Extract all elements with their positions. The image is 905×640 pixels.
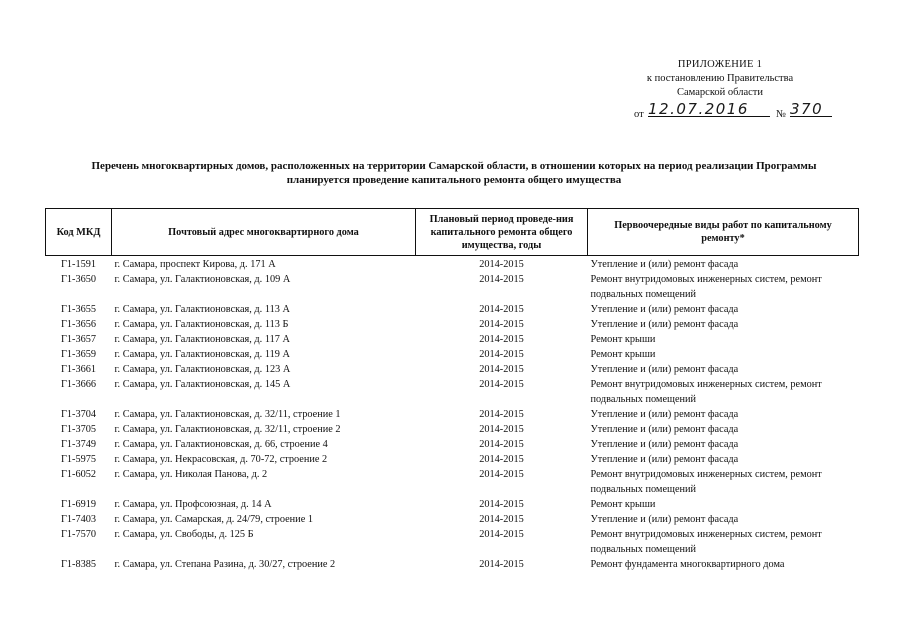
table-header — [46, 209, 859, 256]
address-cell: г. Самара, ул. Галактионовская, д. 113 А — [114, 304, 290, 315]
table-row — [46, 422, 859, 437]
address-cell: г. Самара, ул. Галактионовская, д. 119 А — [114, 349, 290, 360]
address-cell: г. Самара, ул. Галактионовская, д. 66, строение 4 — [114, 439, 328, 450]
mkd-code-cell: Г1-6919 — [60, 499, 97, 510]
address-cell: г. Самара, проспект Кирова, д. 171 А — [114, 259, 276, 270]
mkd-code-cell: Г1-7570 — [60, 529, 97, 540]
period-cell: 2014-2015 — [479, 334, 524, 345]
works-cell: Ремонт внутридомовых инженерных систем, ремонт подвальных помещений — [590, 529, 822, 555]
works-cell: Ремонт внутридомовых инженерных систем, ремонт подвальных помещений — [590, 469, 822, 495]
heading-line-2: планируется проведение капитального ремонта общего имущества — [286, 174, 622, 186]
works-cell: Ремонт крыши — [590, 349, 656, 360]
mkd-code-cell: Г1-3749 — [60, 439, 97, 450]
address-cell: г. Самара, ул. Галактионовская, д. 117 А — [114, 334, 290, 345]
address-cell: г. Самара, ул. Галактионовская, д. 32/11, строение 2 — [114, 424, 341, 435]
address-cell: г. Самара, ул. Степана Разина, д. 30/27, строение 2 — [114, 559, 336, 570]
works-cell: Утепление и (или) ремонт фасада — [590, 439, 739, 450]
works-cell: Ремонт крыши — [590, 334, 656, 345]
mkd-code-cell: Г1-3656 — [60, 319, 97, 330]
header-period: Плановый период проведе-ния капитального ремонта общего имущества, годы — [416, 209, 588, 256]
mkd-code-cell: Г1-7403 — [60, 514, 97, 525]
period-cell: 2014-2015 — [479, 529, 524, 540]
address-cell: г. Самара, ул. Галактионовская, д. 145 А — [114, 379, 291, 390]
address-cell: г. Самара, ул. Профсоюзная, д. 14 А — [114, 499, 272, 510]
table-row — [46, 332, 859, 347]
address-cell: г. Самара, ул. Некрасовская, д. 70-72, строение 2 — [114, 454, 328, 465]
works-cell: Утепление и (или) ремонт фасада — [590, 514, 739, 525]
table-row — [46, 377, 859, 407]
works-cell: Утепление и (или) ремонт фасада — [590, 319, 739, 330]
address-cell: г. Самара, ул. Галактионовская, д. 113 Б — [114, 319, 289, 330]
handwritten-date: 12.07.2016 — [648, 102, 770, 117]
period-cell: 2014-2015 — [479, 514, 524, 525]
table-row — [46, 256, 859, 273]
mkd-code-cell: Г1-1591 — [60, 259, 97, 270]
mkd-code-cell: Г1-3650 — [60, 274, 97, 285]
mkd-code-cell: Г1-6052 — [60, 469, 97, 480]
table-row — [46, 452, 859, 467]
header-code: Код МКД — [46, 209, 112, 256]
period-cell: 2014-2015 — [479, 499, 524, 510]
mkd-code-cell: Г1-5975 — [60, 454, 97, 465]
buildings-table — [45, 208, 859, 572]
period-cell: 2014-2015 — [479, 409, 524, 420]
address-cell: г. Самара, ул. Самарская, д. 24/79, строение 1 — [114, 514, 313, 525]
mkd-code-cell: Г1-3705 — [60, 424, 97, 435]
address-cell: г. Самара, ул. Николая Панова, д. 2 — [114, 469, 268, 480]
mkd-code-cell: Г1-3661 — [60, 364, 97, 375]
period-cell: 2014-2015 — [479, 559, 524, 570]
document-heading — [40, 159, 868, 187]
table-body — [46, 256, 859, 573]
works-cell: Утепление и (или) ремонт фасада — [590, 409, 739, 420]
mkd-code-cell: Г1-3666 — [60, 379, 97, 390]
table-row — [46, 497, 859, 512]
appendix-block — [600, 58, 840, 124]
table-row — [46, 512, 859, 527]
works-cell: Утепление и (или) ремонт фасада — [590, 304, 739, 315]
table-row — [46, 272, 859, 302]
period-cell: 2014-2015 — [479, 439, 524, 450]
table-row — [46, 362, 859, 377]
period-cell: 2014-2015 — [479, 424, 524, 435]
address-cell: г. Самара, ул. Галактионовская, д. 123 А — [114, 364, 291, 375]
period-cell: 2014-2015 — [479, 379, 524, 390]
period-cell: 2014-2015 — [479, 259, 524, 270]
period-cell: 2014-2015 — [479, 319, 524, 330]
table-row — [46, 557, 859, 572]
table-row — [46, 302, 859, 317]
appendix-line-2: Самарской области — [677, 87, 763, 98]
period-cell: 2014-2015 — [479, 364, 524, 375]
handwritten-number: 370 — [790, 102, 832, 117]
period-cell: 2014-2015 — [479, 469, 524, 480]
header-address: Почтовый адрес многоквартирного дома — [112, 209, 416, 256]
from-label: от — [634, 109, 644, 120]
mkd-code-cell: Г1-3659 — [60, 349, 97, 360]
works-cell: Утепление и (или) ремонт фасада — [590, 454, 739, 465]
mkd-code-cell: Г1-3704 — [60, 409, 97, 420]
works-cell: Ремонт крыши — [590, 499, 656, 510]
period-cell: 2014-2015 — [479, 349, 524, 360]
period-cell: 2014-2015 — [479, 454, 524, 465]
works-cell: Утепление и (или) ремонт фасада — [590, 364, 739, 375]
table-row — [46, 317, 859, 332]
works-cell: Ремонт фундамента многоквартирного дома — [590, 559, 785, 570]
number-label: № — [776, 109, 787, 120]
table-row — [46, 347, 859, 362]
table-row — [46, 467, 859, 497]
appendix-line-1: к постановлению Правительства — [646, 73, 794, 84]
decree-reference — [600, 102, 840, 124]
mkd-code-cell: Г1-3655 — [60, 304, 97, 315]
works-cell: Ремонт внутридомовых инженерных систем, ремонт подвальных помещений — [590, 274, 822, 300]
period-cell: 2014-2015 — [479, 304, 524, 315]
period-cell: 2014-2015 — [479, 274, 524, 285]
heading-line-1: Перечень многоквартирных домов, расположенных на территории Самарской области, в отношении которых на период реализации Программы — [91, 160, 817, 172]
header-works: Первоочередные виды работ по капитальному ремонту* — [588, 209, 859, 256]
works-cell: Утепление и (или) ремонт фасада — [590, 259, 739, 270]
table-row — [46, 437, 859, 452]
works-cell: Утепление и (или) ремонт фасада — [590, 424, 739, 435]
appendix-title: ПРИЛОЖЕНИЕ 1 — [677, 59, 763, 70]
table-row — [46, 527, 859, 557]
mkd-code-cell: Г1-8385 — [60, 559, 97, 570]
address-cell: г. Самара, ул. Галактионовская, д. 32/11, строение 1 — [114, 409, 341, 420]
mkd-code-cell: Г1-3657 — [60, 334, 97, 345]
table-row — [46, 407, 859, 422]
address-cell: г. Самара, ул. Галактионовская, д. 109 А — [114, 274, 291, 285]
works-cell: Ремонт внутридомовых инженерных систем, ремонт подвальных помещений — [590, 379, 822, 405]
address-cell: г. Самара, ул. Свободы, д. 125 Б — [114, 529, 254, 540]
